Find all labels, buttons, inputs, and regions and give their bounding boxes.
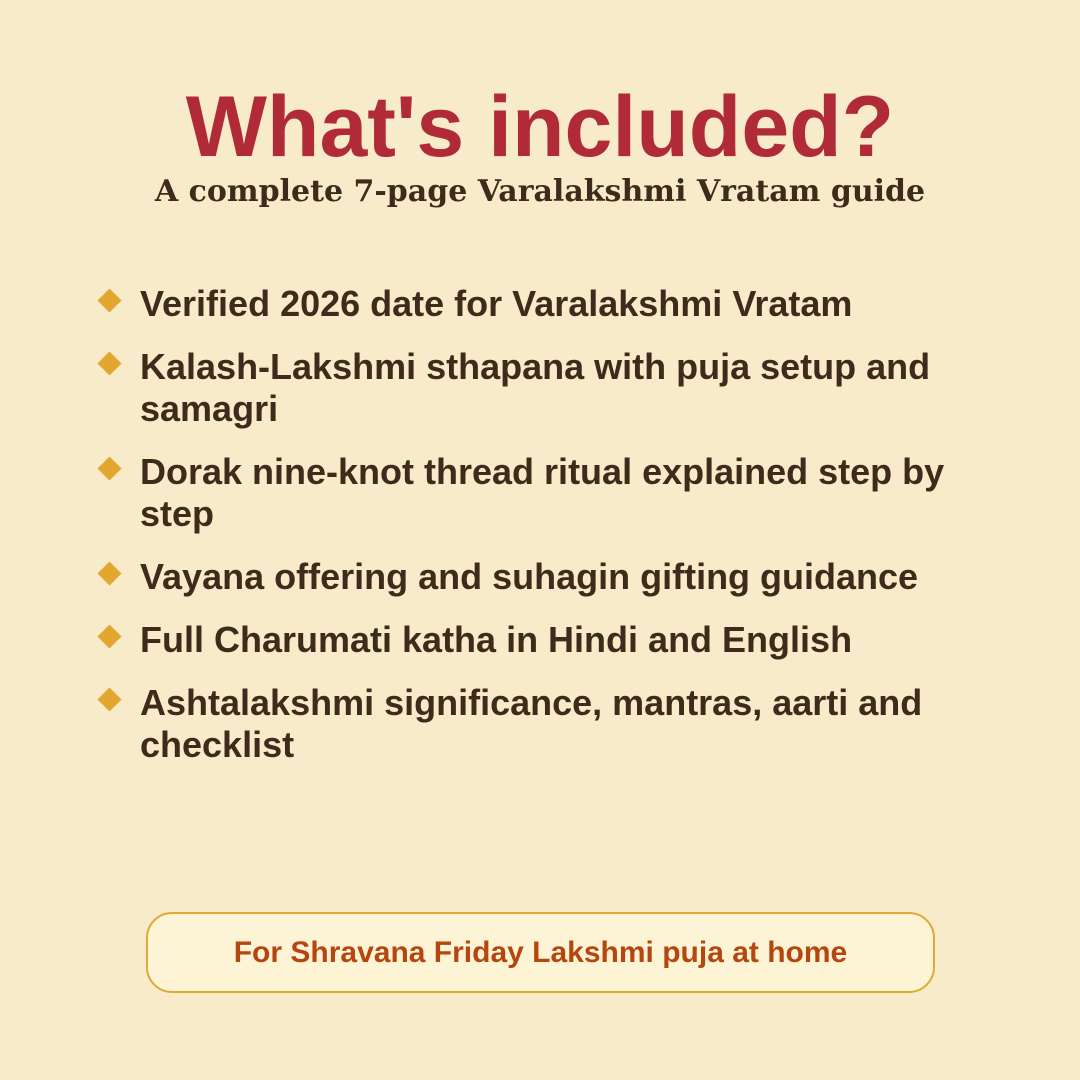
- footer-text: For Shravana Friday Lakshmi puja at home: [233, 935, 848, 969]
- feature-item: [95, 346, 995, 430]
- feature-text: Full Charumati katha in Hindi and English: [140, 619, 853, 660]
- diamond-bullet-icon: [97, 351, 121, 375]
- feature-text: Verified 2026 date for Varalakshmi Vratam: [140, 283, 853, 324]
- feature-item: [95, 619, 995, 661]
- feature-text: Kalash-Lakshmi sthapana with puja setup and samagri: [140, 346, 931, 429]
- feature-item: [95, 682, 995, 766]
- diamond-bullet-icon: [97, 624, 121, 648]
- footer-badge: [146, 912, 935, 993]
- feature-item: [95, 451, 995, 535]
- diamond-bullet-icon: [97, 456, 121, 480]
- page-subtitle: A complete 7-page Varalakshmi Vratam guide: [154, 174, 926, 209]
- feature-item: [95, 556, 995, 598]
- diamond-bullet-icon: [97, 687, 121, 711]
- page-title: What's included?: [185, 79, 895, 175]
- feature-text: Vayana offering and suhagin gifting guidance: [140, 556, 919, 597]
- feature-text: Dorak nine-knot thread ritual explained step by step: [140, 451, 945, 534]
- feature-text: Ashtalakshmi significance, mantras, aarti and checklist: [140, 682, 923, 765]
- feature-list: [95, 283, 995, 787]
- diamond-bullet-icon: [97, 561, 121, 585]
- feature-item: [95, 283, 995, 325]
- diamond-bullet-icon: [97, 288, 121, 312]
